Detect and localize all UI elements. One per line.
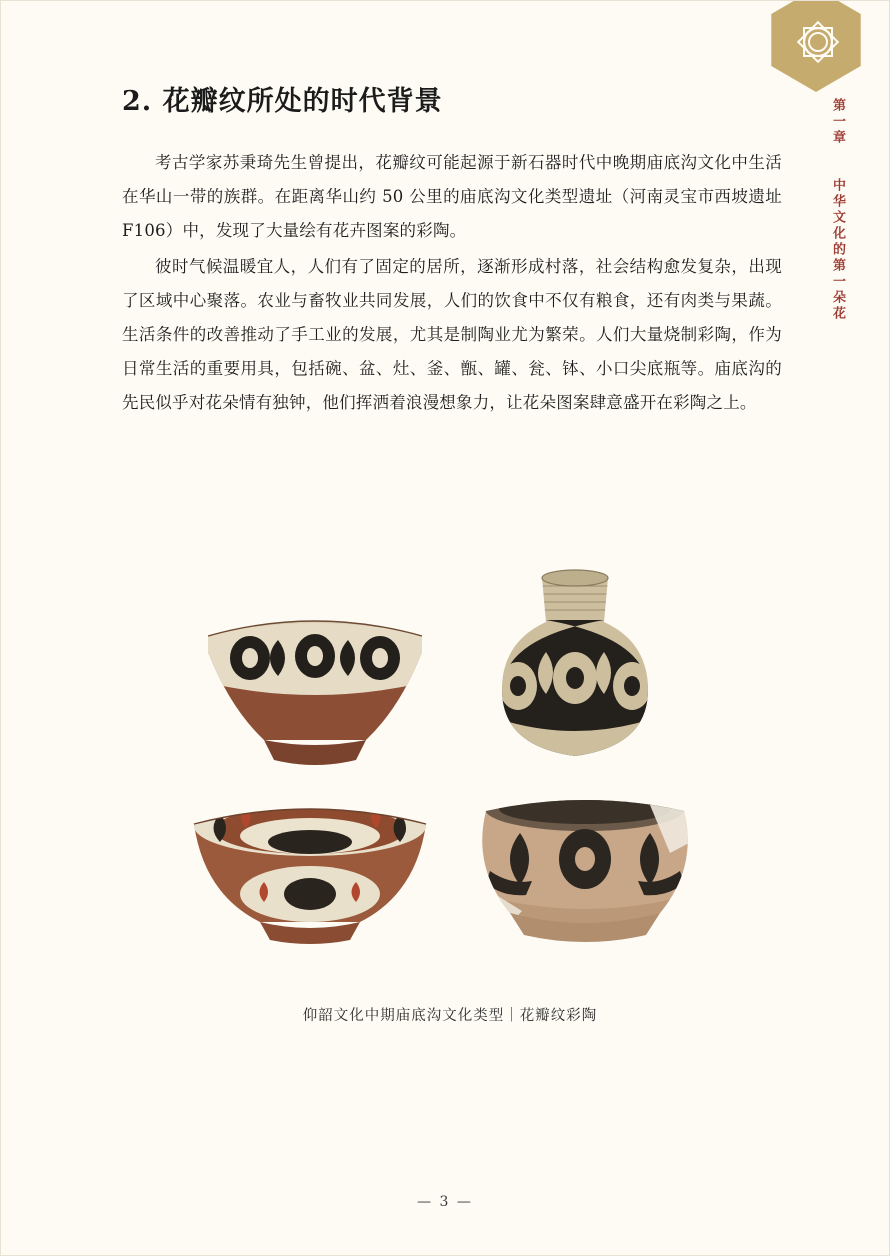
page-number: — 3 — (417, 1194, 473, 1210)
paragraph-2: 彼时气候温暖宜人，人们有了固定的居所，逐渐形成村落，社会结构愈发复杂，出现了区域中心聚落。农业与畜牧业共同发展，人们的饮食中不仅有粮食，还有肉类与果蔬。生活条件的改善推动了手工业的发展，尤其是制陶业尤为繁荣。人们大量烧制彩陶，作为日常生活的重要用具，包括碗、盆、灶、釜、甑、罐、瓮、钵、小口尖底瓶等。庙底沟的先民似乎对花朵情有独钟，他们挥洒着浪漫想象力，让花朵图案肆意盛开在彩陶之上。 (122, 257, 782, 413)
figure (130, 560, 770, 1025)
article-content (122, 86, 782, 422)
painted-pottery-pot-bottom-right (460, 775, 710, 955)
flower-medallion-icon (764, 0, 868, 92)
painted-pottery-basin-top-left (190, 600, 440, 780)
running-head-chapter: 第一章 (830, 98, 845, 146)
painted-pottery-jar-top-right (480, 560, 670, 780)
painted-pottery-bowl-bottom-left (180, 790, 440, 950)
running-head-title: 中华文化的第一朵花 (830, 178, 845, 322)
running-head (825, 98, 847, 322)
figure-caption: 仰韶文化中期庙底沟文化类型｜花瓣纹彩陶 (302, 1008, 598, 1024)
figure-image-grid (130, 560, 770, 980)
paragraph-1: 考古学家苏秉琦先生曾提出，花瓣纹可能起源于新石器时代中晚期庙底沟文化中生活在华山一带的族群。在距离华山约 50 公里的庙底沟文化类型遗址（河南灵宝市西坡遗址 F106）中，发现了大量绘有花卉图案的彩陶。 (122, 153, 782, 241)
medallion-flower (787, 11, 845, 69)
page-title: 2. 花瓣纹所处的时代背景 (122, 86, 443, 117)
